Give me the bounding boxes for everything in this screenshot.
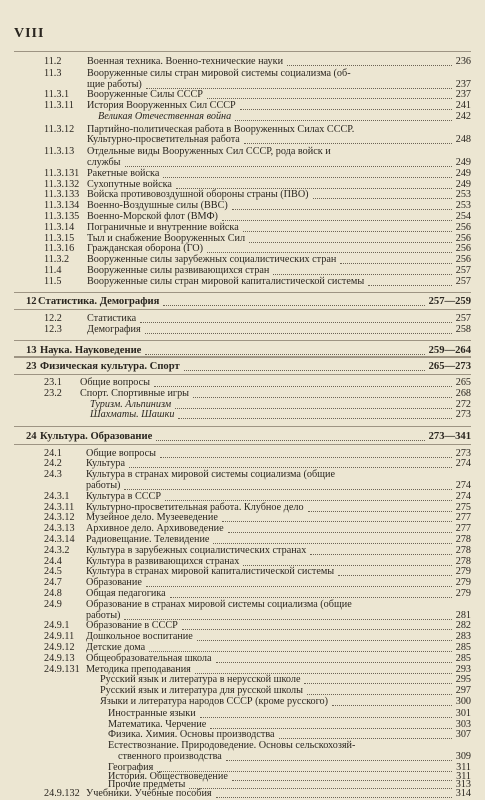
dot-leader xyxy=(170,589,452,598)
toc-page: 249 xyxy=(455,179,471,190)
toc-page: 307 xyxy=(455,729,471,740)
toc-code: 24 xyxy=(26,431,37,442)
toc-title: Культура в странах мировой системы социализма (общие xyxy=(86,469,335,480)
toc-title: Архивное дело. Архивоведение xyxy=(86,523,224,534)
dot-leader xyxy=(146,80,452,89)
toc-code: 24.3.13 xyxy=(44,523,75,534)
toc-title: Великая Отечественная война xyxy=(98,111,232,122)
dot-leader xyxy=(310,546,452,555)
toc-page: 242 xyxy=(455,111,471,122)
toc-page: 257 xyxy=(455,313,471,324)
toc-title: Методика преподавания xyxy=(86,664,191,675)
toc-title: Культура xyxy=(86,458,126,469)
dot-leader xyxy=(176,180,452,189)
toc-title: Общая педагогика xyxy=(86,588,166,599)
toc-page: 253 xyxy=(455,200,471,211)
toc-page: 274 xyxy=(455,458,471,469)
toc-row xyxy=(0,567,485,578)
dot-leader xyxy=(332,697,452,706)
toc-page: 295 xyxy=(455,674,471,685)
dot-leader xyxy=(216,789,452,798)
toc-page: 285 xyxy=(455,653,471,664)
dot-leader xyxy=(273,266,452,275)
dot-leader xyxy=(140,314,452,323)
toc-row xyxy=(0,410,485,421)
dot-leader xyxy=(243,557,452,566)
toc-page: 279 xyxy=(455,588,471,599)
toc-title: Шахматы. Шашки xyxy=(90,409,175,420)
toc-title: Физика. Химия. Основы производства xyxy=(108,729,275,740)
toc-page: 257 xyxy=(455,276,471,287)
dot-leader xyxy=(160,449,452,458)
dot-leader xyxy=(193,389,452,398)
toc-title: Наука. Науковедение xyxy=(40,345,142,356)
toc-page: 300 xyxy=(455,696,471,707)
dot-leader xyxy=(163,169,452,178)
toc-page: 241 xyxy=(455,100,471,111)
toc-title: Демография xyxy=(87,324,141,335)
toc-code: 23.1 xyxy=(44,377,62,388)
dot-leader xyxy=(197,632,452,641)
toc-code: 11.3.13 xyxy=(44,146,75,157)
toc-code: 11.3.131 xyxy=(44,168,80,179)
toc-row xyxy=(0,789,485,800)
toc-page: 311 xyxy=(456,771,471,782)
toc-page: 248 xyxy=(455,134,471,145)
section-rule xyxy=(14,356,471,357)
dot-leader xyxy=(145,346,425,355)
toc-page: 273 xyxy=(455,409,471,420)
toc-page: 278 xyxy=(455,534,471,545)
toc-page: 237 xyxy=(455,79,471,90)
toc-row xyxy=(0,600,485,611)
toc-title: Образование в СССР xyxy=(86,620,178,631)
toc-page: 279 xyxy=(455,577,471,588)
dot-leader xyxy=(243,223,452,232)
toc-title: Учебники. Учебные пособия xyxy=(86,788,212,799)
toc-title: География xyxy=(108,762,154,773)
toc-title: работы) xyxy=(86,610,121,621)
toc-page: 311 xyxy=(456,762,471,773)
toc-page: 265 xyxy=(455,377,471,388)
toc-code: 24.3.12 xyxy=(44,512,75,523)
dot-leader xyxy=(368,277,452,286)
dot-leader xyxy=(156,432,425,441)
toc-row xyxy=(0,752,485,763)
toc-page: 273 xyxy=(455,448,471,459)
toc-title: Образование xyxy=(86,577,142,588)
toc-title: Общие вопросы xyxy=(80,377,150,388)
toc-code: 12.2 xyxy=(44,313,62,324)
dot-leader xyxy=(124,481,452,490)
toc-title: Туризм. Альпинизм xyxy=(90,399,172,410)
toc-code: 11.3.11 xyxy=(44,100,74,111)
toc-page: 309 xyxy=(455,751,471,762)
toc-page: 303 xyxy=(455,719,471,730)
dot-leader xyxy=(308,503,452,512)
toc-page: 279 xyxy=(455,566,471,577)
toc-code: 24.7 xyxy=(44,577,62,588)
toc-page: 268 xyxy=(455,388,471,399)
toc-page: 254 xyxy=(455,211,471,222)
toc-code: 24.3.14 xyxy=(44,534,75,545)
toc-code: 24.9.1 xyxy=(44,620,70,631)
dot-leader xyxy=(175,400,452,409)
dot-leader xyxy=(304,675,452,684)
toc-title: Детские дома xyxy=(86,642,146,653)
dot-leader xyxy=(184,362,425,371)
toc-title: Спорт. Спортивные игры xyxy=(80,388,190,399)
toc-page: 275 xyxy=(455,502,471,513)
dot-leader xyxy=(163,297,425,306)
dot-leader xyxy=(232,201,452,210)
toc-code: 24.9.132 xyxy=(44,788,80,799)
toc-row xyxy=(0,277,485,288)
dot-leader xyxy=(207,244,452,253)
toc-code: 24.9.11 xyxy=(44,631,75,642)
toc-title: История. Обществоведение xyxy=(108,771,228,782)
section-rule xyxy=(14,340,471,341)
toc-code: 11.4 xyxy=(44,265,62,276)
toc-code: 11.3.134 xyxy=(44,200,80,211)
dot-leader xyxy=(210,720,452,729)
toc-title: Ракетные войска xyxy=(87,168,160,179)
toc-code: 24.9.13 xyxy=(44,653,75,664)
toc-title: Общеобразовательная школа xyxy=(86,653,212,664)
section-rule xyxy=(14,357,471,358)
dot-leader xyxy=(287,57,452,66)
toc-title: Пограничные и внутренние войска xyxy=(87,222,239,233)
toc-title: Радиовещание. Телевидение xyxy=(86,534,210,545)
dot-leader xyxy=(178,410,452,419)
toc-code: 12.3 xyxy=(44,324,62,335)
toc-code: 11.3.16 xyxy=(44,243,75,254)
toc-row xyxy=(0,101,485,112)
toc-title: Вооруженные силы стран мировой капиталистической системы xyxy=(87,276,365,287)
toc-title: Естествознание. Природоведение. Основы сельскохозяй- xyxy=(108,740,356,751)
toc-title: Отдельные виды Вооруженных Сил СССР, рода войск и xyxy=(87,146,331,157)
toc-code: 24.2 xyxy=(44,458,62,469)
toc-title: Русский язык и литература в нерусской школе xyxy=(100,674,301,685)
toc-page: 256 xyxy=(455,243,471,254)
toc-section-row xyxy=(0,297,485,308)
dot-leader xyxy=(207,90,452,99)
dot-leader xyxy=(222,212,452,221)
toc-title: Сухопутные войска xyxy=(87,179,172,190)
dot-leader xyxy=(195,665,452,674)
dot-leader xyxy=(216,654,452,663)
toc-title: Прочие предметы xyxy=(108,779,186,790)
toc-title: Вооруженные силы зарубежных социалистических стран xyxy=(87,254,337,265)
dot-leader xyxy=(279,730,452,739)
top-rule xyxy=(14,51,471,52)
toc-page: 236 xyxy=(455,56,471,67)
toc-page: 314 xyxy=(455,788,471,799)
dot-leader xyxy=(189,780,452,789)
toc-page: 281 xyxy=(455,610,471,621)
toc-page: 258 xyxy=(455,324,471,335)
toc-code: 24.3.2 xyxy=(44,545,70,556)
toc-row xyxy=(0,147,485,158)
toc-code: 24.9.131 xyxy=(44,664,80,675)
toc-row xyxy=(0,546,485,557)
toc-title: Культура в зарубежных социалистических странах xyxy=(86,545,307,556)
dot-leader xyxy=(165,492,452,501)
toc-code: 24.8 xyxy=(44,588,62,599)
section-rule xyxy=(14,292,471,293)
dot-leader xyxy=(124,611,452,620)
toc-code: 11.3.2 xyxy=(44,254,70,265)
toc-title: ственного производства xyxy=(118,751,222,762)
toc-code: 12 xyxy=(26,296,37,307)
toc-page: 249 xyxy=(455,157,471,168)
toc-page: 285 xyxy=(455,642,471,653)
dot-leader xyxy=(222,513,452,522)
toc-page: 277 xyxy=(455,512,471,523)
toc-title: Войска противовоздушной обороны страны (ПВО) xyxy=(87,189,309,200)
toc-page: 293 xyxy=(455,664,471,675)
dot-leader xyxy=(213,535,452,544)
toc-code: 23.2 xyxy=(44,388,62,399)
toc-code: 11.3.133 xyxy=(44,189,80,200)
toc-code: 24.4 xyxy=(44,556,62,567)
toc-title: Культурно-просветительная работа. Клубное дело xyxy=(86,502,304,513)
toc-page: 256 xyxy=(455,222,471,233)
toc-title: Культура. Образование xyxy=(40,431,153,442)
toc-row xyxy=(0,481,485,492)
section-rule xyxy=(14,444,471,445)
toc-page: 265—273 xyxy=(428,361,471,372)
dot-leader xyxy=(244,135,452,144)
toc-title: Культура в странах мировой капиталистической системы xyxy=(86,566,335,577)
toc-title: службы xyxy=(87,157,121,168)
dot-leader xyxy=(235,112,452,121)
toc-page: 278 xyxy=(455,556,471,567)
toc-code: 13 xyxy=(26,345,37,356)
toc-page: 249 xyxy=(455,168,471,179)
toc-title: Иностранные языки xyxy=(108,708,196,719)
toc-row xyxy=(0,378,485,389)
dot-leader xyxy=(154,378,452,387)
toc-page: 256 xyxy=(455,254,471,265)
toc-code: 11.3 xyxy=(44,68,62,79)
toc-code: 23 xyxy=(26,361,37,372)
toc-code: 11.3.12 xyxy=(44,124,75,135)
toc-title: Языки и литература народов СССР (кроме русского) xyxy=(100,696,329,707)
toc-title: работы) xyxy=(86,480,121,491)
toc-code: 11.2 xyxy=(44,56,62,67)
toc-title: Тыл и снабжение Вооруженных Сил xyxy=(87,233,246,244)
toc-row xyxy=(0,709,485,720)
toc-title: Культурно-просветительная работа xyxy=(87,134,240,145)
toc-title: Общие вопросы xyxy=(86,448,156,459)
toc-title: Военно-Морской флот (ВМФ) xyxy=(87,211,218,222)
toc-row xyxy=(0,697,485,708)
dot-leader xyxy=(146,578,452,587)
toc-page: 257 xyxy=(455,265,471,276)
toc-page: 272 xyxy=(455,399,471,410)
toc-page: 256 xyxy=(455,233,471,244)
toc-title: Математика. Черчение xyxy=(108,719,207,730)
toc-title: Гражданская оборона (ГО) xyxy=(87,243,203,254)
dot-leader xyxy=(149,643,452,652)
toc-row xyxy=(0,578,485,589)
section-rule xyxy=(14,426,471,427)
toc-page: 259—264 xyxy=(428,345,471,356)
toc-title: История Вооруженных Сил СССР xyxy=(87,100,236,111)
toc-code: 11.3.15 xyxy=(44,233,75,244)
toc-title: Военно-Воздушные силы (ВВС) xyxy=(87,200,228,211)
dot-leader xyxy=(129,459,452,468)
toc-section-row xyxy=(0,362,485,373)
toc-page: 253 xyxy=(455,189,471,200)
dot-leader xyxy=(182,621,452,630)
toc-code: 11.3.132 xyxy=(44,179,80,190)
toc-row xyxy=(0,69,485,80)
toc-code: 24.9 xyxy=(44,599,62,610)
section-rule xyxy=(14,309,471,310)
section-rule xyxy=(14,374,471,375)
toc-page: 297 xyxy=(455,685,471,696)
toc-row xyxy=(0,112,485,123)
toc-code: 24.3.11 xyxy=(44,502,75,513)
toc-code: 11.3.1 xyxy=(44,89,70,100)
toc-title: Русский язык и литература для русской школы xyxy=(100,685,303,696)
toc-row xyxy=(0,135,485,146)
dot-leader xyxy=(338,567,452,576)
toc-section-row xyxy=(0,432,485,443)
toc-title: Статистика xyxy=(87,313,137,324)
toc-page: 257—259 xyxy=(428,296,471,307)
toc-row xyxy=(0,470,485,481)
toc-title: Военная техника. Военно-технические науки xyxy=(87,56,284,67)
toc-title: Физическая культура. Спорт xyxy=(40,361,180,372)
toc-row xyxy=(0,741,485,752)
toc-title: Партийно-политическая работа в Вооруженных Силах СССР. xyxy=(87,124,355,135)
toc-code: 24.5 xyxy=(44,566,62,577)
toc-title: Культура в СССР xyxy=(86,491,161,502)
toc-page: 313 xyxy=(455,779,471,790)
toc-code: 24.3.1 xyxy=(44,491,70,502)
toc-title: Культура в развивающихся странах xyxy=(86,556,240,567)
dot-leader xyxy=(200,709,452,718)
toc-page: 237 xyxy=(455,89,471,100)
dot-leader xyxy=(249,234,452,243)
dot-leader xyxy=(307,686,452,695)
toc-page: 277 xyxy=(455,523,471,534)
page-number: VIII xyxy=(14,26,45,41)
dot-leader xyxy=(240,101,452,110)
toc-title: Музейное дело. Музееведение xyxy=(86,512,218,523)
toc-page: 274 xyxy=(455,491,471,502)
toc-page: 282 xyxy=(455,620,471,631)
toc-title: щие работы) xyxy=(87,79,142,90)
toc-code: 11.3.14 xyxy=(44,222,75,233)
toc-code: 11.3.135 xyxy=(44,211,80,222)
toc-page: 273—341 xyxy=(428,431,471,442)
toc-title: Вооруженные силы развивающихся стран xyxy=(87,265,270,276)
toc-row xyxy=(0,314,485,325)
toc-code: 24.1 xyxy=(44,448,62,459)
dot-leader xyxy=(226,752,452,761)
toc-page: 301 xyxy=(455,708,471,719)
dot-leader xyxy=(145,325,452,334)
toc-page: 283 xyxy=(455,631,471,642)
toc-code: 11.5 xyxy=(44,276,62,287)
toc-row xyxy=(0,57,485,68)
toc-title: Образование в странах мировой системы социализма (общие xyxy=(86,599,352,610)
toc-title: Вооруженные силы стран мировой системы социализма (об- xyxy=(87,68,351,79)
toc-page: 278 xyxy=(455,545,471,556)
toc-title: Статистика. Демография xyxy=(38,296,160,307)
dot-leader xyxy=(228,524,452,533)
toc-title: Дошкольное воспитание xyxy=(86,631,193,642)
dot-leader xyxy=(340,255,452,264)
toc-code: 24.3 xyxy=(44,469,62,480)
toc-code: 24.9.12 xyxy=(44,642,75,653)
toc-title: Вооруженные Силы СССР xyxy=(87,89,203,100)
toc-row xyxy=(0,389,485,400)
toc-row xyxy=(0,325,485,336)
dot-leader xyxy=(313,190,452,199)
toc-page: 274 xyxy=(455,480,471,491)
dot-leader xyxy=(125,158,452,167)
